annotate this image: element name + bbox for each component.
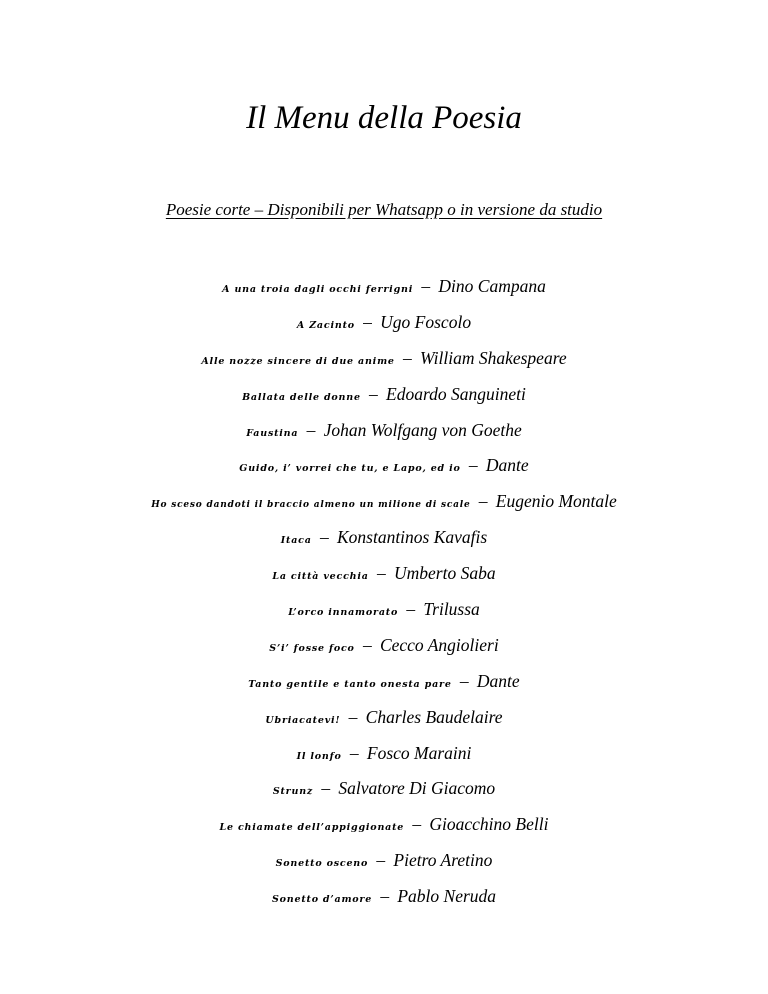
poem-separator: – [369, 383, 378, 404]
poem-separator: – [421, 276, 431, 296]
poem-author: Ugo Foscolo [380, 311, 472, 332]
poem-author: Johan Wolfgang von Goethe [323, 419, 522, 440]
poem-author: Eugenio Montale [495, 491, 617, 512]
poem-title: Il lonfo [296, 750, 342, 762]
poem-title: Ho sceso dandoti il braccio almeno un milione di scale [151, 500, 471, 511]
poem-entry [0, 376, 768, 412]
poem-title: La città vecchia [272, 571, 369, 583]
poem-separator: – [363, 311, 372, 332]
poem-entry [0, 627, 768, 663]
poem-entry [0, 842, 768, 878]
poem-title: Ballata delle donne [242, 391, 361, 403]
poem-entry [0, 663, 768, 699]
poem-author: William Shakespeare [420, 347, 567, 368]
poem-author: Pietro Aretino [393, 850, 493, 871]
poem-author: Cecco Angiolieri [379, 634, 499, 655]
poem-entry [0, 770, 768, 806]
poem-author: Salvatore Di Giacomo [338, 778, 496, 799]
poem-list [0, 268, 768, 914]
poem-title: Sonetto d’amore [271, 894, 373, 906]
poem-title: S’i’ fosse foco [269, 642, 355, 654]
poem-separator: – [321, 778, 331, 799]
poem-entry [0, 519, 768, 555]
poem-separator: – [377, 563, 386, 584]
poem-entry [0, 878, 768, 914]
poem-title: Alle nozze sincere di due anime [201, 355, 395, 367]
poem-separator: – [349, 742, 359, 763]
poem-title: Faustina [246, 427, 299, 439]
poem-separator: – [306, 419, 316, 440]
poem-title: L’orco innamorato [288, 607, 399, 619]
page-subtitle: Poesie corte – Disponibili per Whatsapp o in versione da studio [165, 200, 603, 219]
poem-separator: – [403, 347, 412, 368]
poem-title: Le chiamate dell’appiggionate [219, 822, 405, 834]
poem-entry [0, 591, 768, 627]
poem-entry [0, 412, 768, 448]
poem-entry [0, 555, 768, 591]
poem-entry [0, 735, 768, 771]
poem-entry [0, 806, 768, 842]
poem-author: Umberto Saba [394, 563, 496, 584]
poem-entry [0, 483, 768, 519]
poem-title: Ubriacatevi! [265, 714, 341, 726]
poem-separator: – [319, 527, 329, 548]
poem-entry [0, 447, 768, 483]
poem-separator: – [459, 670, 469, 691]
poem-separator: – [380, 886, 390, 907]
poem-separator: – [362, 634, 372, 655]
poem-separator: – [406, 599, 416, 620]
poem-title: Strunz [272, 786, 314, 798]
poem-entry [0, 304, 768, 340]
poem-title: A una troia dagli occhi ferrigni [222, 284, 414, 295]
poem-entry [0, 268, 768, 304]
poem-author: Dino Campana [438, 276, 546, 296]
poem-entry [0, 699, 768, 735]
poem-title: Itaca [280, 535, 312, 547]
poem-title: Sonetto osceno [275, 858, 369, 870]
poem-separator: – [412, 814, 422, 835]
poem-author: Gioacchino Belli [429, 814, 549, 835]
poem-separator: – [348, 706, 358, 727]
poem-author: Edoardo Sanguineti [386, 383, 526, 404]
poem-separator: – [478, 491, 488, 512]
poem-author: Trilussa [423, 599, 480, 620]
poem-author: Konstantinos Kavafis [336, 527, 488, 548]
poem-entry [0, 340, 768, 376]
poem-title: Tanto gentile e tanto onesta pare [248, 678, 452, 690]
poem-author: Charles Baudelaire [365, 706, 503, 727]
poem-author: Dante [476, 670, 520, 691]
poem-title: Guido, i’ vorrei che tu, e Lapo, ed io [239, 463, 461, 475]
poem-author: Fosco Maraini [366, 742, 472, 763]
poem-separator: – [468, 455, 478, 476]
poem-author: Pablo Neruda [397, 886, 497, 907]
poem-title: A Zacinto [296, 319, 355, 331]
page-title: Il Menu della Poesia [246, 100, 522, 136]
poem-separator: – [376, 850, 386, 871]
poem-author: Dante [485, 455, 529, 476]
